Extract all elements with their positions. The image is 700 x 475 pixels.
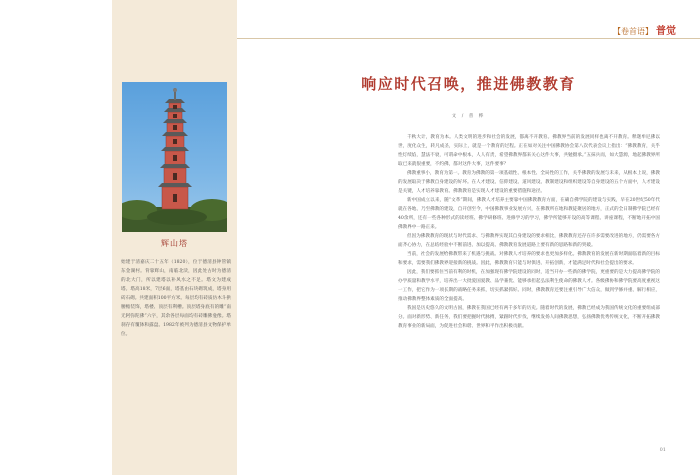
brand-logo: 普觉 — [656, 26, 676, 37]
photo-caption: 辉山塔 — [161, 239, 188, 248]
left-blank-margin — [0, 0, 112, 475]
article-paragraph: 当前，社会的发展给佛教带来了机遇与挑战。对佛教人才培养的要求也更加多样化。佛教教育的发展在新时期面临着新的目标和要求，需要我们佛教界迎接新的挑战。因此，佛教教育只能与时俱进、开拓创新，才能满足时代和社会提出的要求。 — [398, 252, 660, 266]
article-paragraph: 佛教重事小，教育为第一。教育为佛教的第一项基础性、根本性、全局性的工作，关乎佛教的发展与未来，从根本上说，佛教的发展取决于佛教自身建设的好坏。在人才建设、信仰建设、道风建设、教制建设和组织建设等自身建设的五个方面中，人才建设是关键，人才培养靠教育。佛教教育是实现人才建设的重要措施和途径。 — [398, 171, 660, 194]
pagoda-photo — [122, 82, 227, 232]
section-header — [613, 22, 676, 37]
article-paragraph: 新中国成立以来，随“文革”期间，佛教人才培养主要靠中国佛教教育方面，在确自佛学院的建设与实践，早在20世纪50年代就在各地、乃至佛教的建设，自开创至今，中国佛教事业发展方兴，在佛教所在地和教徒聚居的地方，正式的全日制佛学院已经有40余所，还有一些各种形式的读经班、佛学研修班、进修学习的学习，佛学所能够开设的高等课程、讲座课程，不断地开拓中国佛教界中一路正来。 — [398, 198, 660, 230]
article-paragraph: 因此，我们要抓住当前有利的时机，在加强现有佛学院建设的同时，适当开办一些新的佛学院，更重要的是大力提高佛学院的办学质量和教学水平，培养出一大批爱国爱教、品学兼优、能够承担起弘法利生使命的佛教人才。各级佛协和佛学院要高度重视这一工作，把它作为一项长期的战略任务来抓，切实抓紧抓好。同时，佛教教育还要注重引导广大信众，做到学修并重、解行相应，推动佛教界整体素质的全面提高。 — [398, 270, 660, 302]
page-number: 01 — [659, 447, 666, 453]
article-paragraph: 我国是历史悠久的文明古国，佛教在我国已经有两千多年的历史。随着时代的发展，佛教已经成为我国传统文化的重要组成部分。面对新形势、新任务，我们要把握时代脉搏，紧跟时代步伐，继续发扬人间佛教思想，弘扬佛教优秀传统文化，不断开拓佛教教育事业的新局面，为促进社会和谐、世界和平作出积极贡献。 — [398, 306, 660, 329]
sidebar-description: 始建于清嘉庆二十五年（1820），位于德清县钟管镇东金湖村。背靠辉山，南临北渎，因此处古时为德清的北大门，所以建塔以补风水之不足。塔文为建成塔。塔高18米，7层6面，塔基由石块砌筑成，塔身用砖石砌。共建面积100平方米。每层均有砖质仿木斗拱腰檐装饰，塔楼、顶层有利槽。顶层塔身底有的雕“南无阿弥陀佛”六字，其余各层每面均有砖雕佛龛像。塔刹存有覆钵和露盘。1982年被列为德清县文物保护单位。 — [121, 260, 231, 337]
article-byline: 文 / 普 桦 — [451, 114, 486, 119]
column-label: 【卷首语】 — [613, 27, 653, 36]
article-title: 响应时代召唤，推进佛教教育 — [361, 75, 576, 93]
article-paragraph: 千秋大计，教育为本。人类文明的进步和社会的发展，都离不开教育。佛教界当前的发展同样也离不开教育。释迦牟尼佛以世，度化众生，转凡成圣，实际上，就是一个教育的过程。正在如对关注中国佛教协会第八次代表会议上指出：“佛教教育，关乎性灯续焰，慧法不衰，可谓命中根本，人人有责，希望佛教界都来关心这件大事，共勉摄承。”五抹兵而，如大慧源，地起佛教界所取已来就很重要，不约佛，都对这件大事，这件要事？ — [398, 135, 660, 167]
header-divider — [237, 38, 700, 39]
article-body — [398, 133, 660, 331]
pagoda-illustration — [122, 82, 227, 232]
article-paragraph: 但因为佛教教育的现状与时代需求、与佛教界实现其自身建设的要求相比，佛教教育还存在许多需要改进的地方，仍需要各方面齐心协力，在总结经验中不断前进、加以提高。佛教教育发展道路上要有新的思路和新的突破。 — [398, 234, 660, 248]
